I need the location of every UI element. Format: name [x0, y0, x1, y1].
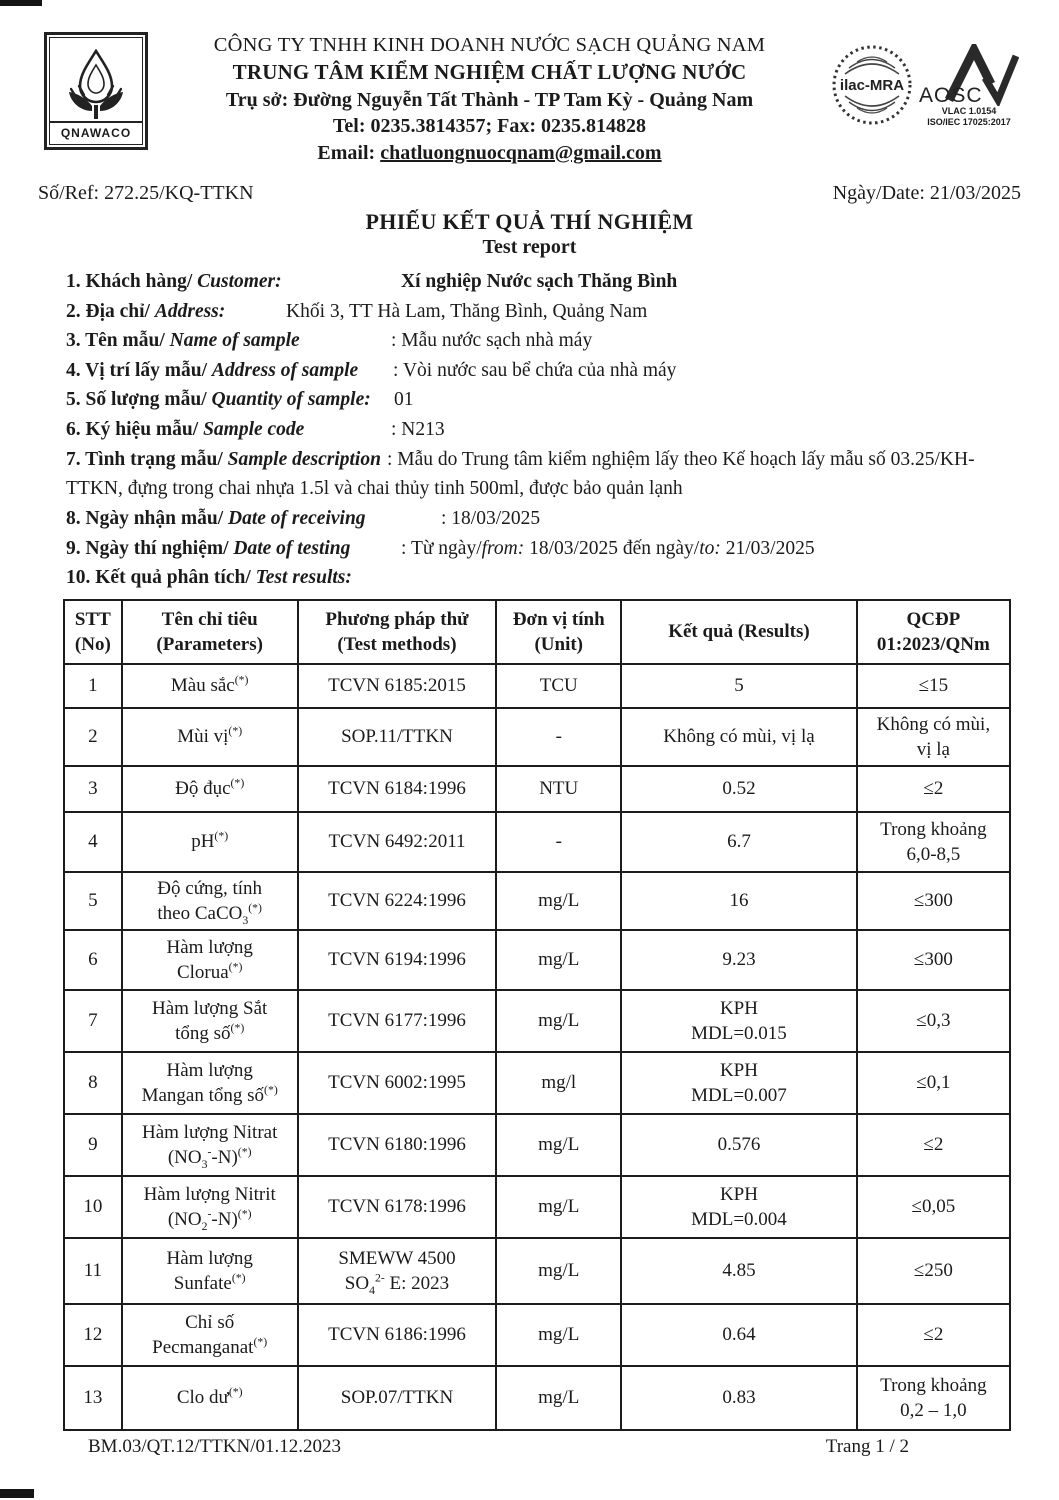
table-row	[64, 872, 1010, 930]
info-label-vi: 1. Khách hàng/	[66, 270, 193, 292]
scan-artifact	[0, 0, 42, 6]
cell-limit: ≤300	[857, 872, 1010, 930]
cell-no: 10	[64, 1176, 122, 1238]
cell-result: KPH MDL=0.004	[621, 1176, 857, 1238]
table-row	[64, 1304, 1010, 1366]
document-date: Ngày/Date: 21/03/2025	[832, 181, 1021, 204]
cell-unit: TCU	[496, 664, 621, 708]
cell-method: TCVN 6224:1996	[298, 872, 497, 930]
info-sample-code	[66, 415, 1021, 445]
page-footer	[38, 1436, 1021, 1458]
cell-unit: mg/L	[496, 1366, 621, 1430]
document-header	[38, 32, 1021, 166]
cell-unit: -	[496, 708, 621, 766]
cell-limit: ≤2	[857, 1114, 1010, 1176]
cell-no: 11	[64, 1238, 122, 1304]
cell-parameter: Màu sắc(*)	[122, 664, 298, 708]
cell-limit: ≤300	[857, 930, 1010, 990]
qnawaco-logo-text: QNAWACO	[50, 121, 142, 144]
col-header-limit: QCĐP 01:2023/QNm	[857, 600, 1010, 664]
info-date-receiving	[66, 504, 1021, 534]
info-address	[66, 297, 1021, 327]
cell-no: 3	[64, 766, 122, 812]
info-value: : N213	[391, 419, 445, 441]
col-header-unit: Đơn vị tính (Unit)	[496, 600, 621, 664]
info-value: : Từ ngày/from: 18/03/2025 đến ngày/to: 21/03/2025	[401, 537, 815, 559]
cell-no: 8	[64, 1052, 122, 1114]
table-row	[64, 1238, 1010, 1304]
cell-no: 12	[64, 1304, 122, 1366]
cell-method: TCVN 6002:1995	[298, 1052, 497, 1114]
cell-parameter: Mùi vị(*)	[122, 708, 298, 766]
cell-result: Không có mùi, vị lạ	[621, 708, 857, 766]
info-label-vi: 5. Số lượng mẫu/	[66, 389, 207, 411]
aosc-text: AOSC	[919, 84, 983, 106]
tel-fax-line: Tel: 0235.3814357; Fax: 0235.814828	[332, 115, 647, 138]
cell-method: TCVN 6177:1996	[298, 990, 497, 1052]
col-header-result: Kết quả (Results)	[621, 600, 857, 664]
qnawaco-logo	[44, 32, 148, 150]
ref-date-row	[38, 182, 1021, 205]
info-value: : Mẫu do Trung tâm kiểm nghiệm lấy theo Kế hoạch lấy mẫu số 03.25/KH-TTKN, đựng trong chai nhựa 1.5l và chai thủy tinh 500ml, được bảo quản lạnh	[66, 448, 975, 500]
cell-limit: ≤0,05	[857, 1176, 1010, 1238]
cell-limit: ≤250	[857, 1238, 1010, 1304]
cell-no: 6	[64, 930, 122, 990]
cell-result: 0.576	[621, 1114, 857, 1176]
aosc-iso-code: ISO/IEC 17025:2017	[927, 117, 1011, 128]
info-label-en: Address:	[154, 300, 226, 322]
cell-result: 4.85	[621, 1238, 857, 1304]
info-label-en: Test results:	[255, 567, 352, 589]
head-office-address: Trụ sở: Đường Nguyễn Tất Thành - TP Tam Kỳ - Quảng Nam	[225, 88, 754, 111]
email-label: Email:	[317, 141, 376, 164]
cell-result: KPH MDL=0.015	[621, 990, 857, 1052]
info-label-en: Sample code	[203, 419, 305, 441]
cell-unit: mg/L	[496, 930, 621, 990]
cell-method: TCVN 6178:1996	[298, 1176, 497, 1238]
cell-limit: ≤0,1	[857, 1052, 1010, 1114]
table-row	[64, 990, 1010, 1052]
cell-unit: mg/L	[496, 1238, 621, 1304]
cell-parameter: pH(*)	[122, 812, 298, 872]
info-label-vi: 3. Tên mẫu/	[66, 330, 165, 352]
aosc-logo	[919, 44, 1019, 129]
cell-result: 9.23	[621, 930, 857, 990]
cell-parameter: Hàm lượng Mangan tổng số(*)	[122, 1052, 298, 1114]
cell-result: 6.7	[621, 812, 857, 872]
cell-method: SOP.07/TTKN	[298, 1366, 497, 1430]
document-ref: Số/Ref: 272.25/KQ-TTKN	[38, 181, 254, 204]
page-number: Trang 1 / 2	[825, 1435, 909, 1457]
cell-no: 13	[64, 1366, 122, 1430]
cell-method: TCVN 6180:1996	[298, 1114, 497, 1176]
info-value: 01	[394, 389, 414, 411]
results-table	[63, 599, 1011, 1431]
cell-parameter: Hàm lượng Nitrit $(NO_2^--N)^{(*)}$	[122, 1176, 298, 1238]
cell-unit: NTU	[496, 766, 621, 812]
col-header-parameter: Tên chỉ tiêu (Parameters)	[122, 600, 298, 664]
info-quantity	[66, 385, 1021, 415]
info-label-vi: 2. Địa chỉ/	[66, 300, 150, 322]
cell-result: KPH MDL=0.007	[621, 1052, 857, 1114]
info-value: : 18/03/2025	[441, 507, 541, 529]
cell-parameter: Độ đục(*)	[122, 766, 298, 812]
cell-method: TCVN 6185:2015	[298, 664, 497, 708]
cell-parameter: Chỉ số Pecmanganat(*)	[122, 1304, 298, 1366]
cell-limit: ≤2	[857, 766, 1010, 812]
table-header-row	[64, 600, 1010, 664]
sample-info-list	[38, 267, 1021, 593]
cell-limit: ≤0,3	[857, 990, 1010, 1052]
cell-unit: mg/l	[496, 1052, 621, 1114]
table-row	[64, 664, 1010, 708]
cell-method: TCVN 6186:1996	[298, 1304, 497, 1366]
cell-limit: Trong khoảng 0,2 – 1,0	[857, 1366, 1010, 1430]
table-row	[64, 1176, 1010, 1238]
table-row	[64, 766, 1010, 812]
cell-unit: mg/L	[496, 1114, 621, 1176]
aosc-vlac-code: VLAC 1.0154	[941, 106, 997, 116]
cell-result: 5	[621, 664, 857, 708]
info-date-testing	[66, 534, 1021, 564]
cell-parameter: Hàm lượng Nitrat $(NO_3^--N)^{(*)}$	[122, 1114, 298, 1176]
info-value: Khối 3, TT Hà Lam, Thăng Bình, Quảng Nam	[286, 300, 648, 322]
table-row	[64, 708, 1010, 766]
cell-no: 7	[64, 990, 122, 1052]
center-name: TRUNG TÂM KIỂM NGHIỆM CHẤT LƯỢNG NƯỚC	[232, 60, 747, 85]
info-label-en: Name of sample	[169, 330, 300, 352]
accreditation-logos	[831, 32, 1021, 129]
col-header-no: STT (No)	[64, 600, 122, 664]
cell-result: 0.52	[621, 766, 857, 812]
info-value: : Vòi nước sau bể chứa của nhà máy	[393, 359, 677, 381]
info-label-vi: 9. Ngày thí nghiệm/	[66, 537, 229, 559]
info-label-vi: 7. Tình trạng mẫu/	[66, 448, 223, 470]
info-label-en: Date of testing	[233, 537, 351, 559]
page-subtitle: Test report	[482, 235, 577, 258]
cell-parameter: Độ cứng, tính theo CaCO$_3$(*)	[122, 872, 298, 930]
info-sample-address	[66, 356, 1021, 386]
scan-artifact	[0, 1489, 34, 1498]
ilac-mra-text: ilac-MRA	[839, 77, 905, 94]
col-header-method: Phương pháp thử (Test methods)	[298, 600, 497, 664]
table-row	[64, 1114, 1010, 1176]
table-row	[64, 930, 1010, 990]
ilac-mra-seal-icon	[831, 44, 913, 126]
cell-unit: -	[496, 812, 621, 872]
cell-method: SOP.11/TTKN	[298, 708, 497, 766]
cell-no: 5	[64, 872, 122, 930]
info-label-en: Date of receiving	[228, 507, 366, 529]
cell-unit: mg/L	[496, 1304, 621, 1366]
water-drop-hands-icon	[59, 45, 133, 121]
cell-limit: ≤15	[857, 664, 1010, 708]
info-value: : Mẫu nước sạch nhà máy	[391, 330, 593, 352]
cell-no: 2	[64, 708, 122, 766]
cell-unit: mg/L	[496, 1176, 621, 1238]
page-title: PHIẾU KẾT QUẢ THÍ NGHIỆM	[365, 208, 694, 234]
info-sample-name	[66, 326, 1021, 356]
table-row	[64, 1366, 1010, 1430]
cell-no: 1	[64, 664, 122, 708]
cell-method: TCVN 6492:2011	[298, 812, 497, 872]
table-row	[64, 812, 1010, 872]
email-line	[152, 140, 827, 166]
form-code: BM.03/QT.12/TTKN/01.12.2023	[88, 1435, 341, 1457]
cell-no: 9	[64, 1114, 122, 1176]
aosc-triangle-icon	[919, 44, 1019, 106]
cell-method: SMEWW 4500 $SO_4^{2-}$ E: 2023	[298, 1238, 497, 1304]
cell-unit: mg/L	[496, 872, 621, 930]
info-test-results-heading	[66, 563, 1021, 593]
info-label-vi: 10. Kết quả phân tích/	[66, 567, 251, 589]
table-row	[64, 1052, 1010, 1114]
cell-limit: ≤2	[857, 1304, 1010, 1366]
info-label-en: Quantity of sample:	[211, 389, 371, 411]
cell-parameter: Clo dư(*)	[122, 1366, 298, 1430]
cell-method: TCVN 6194:1996	[298, 930, 497, 990]
info-label-vi: 6. Ký hiệu mẫu/	[66, 419, 199, 441]
cell-limit: Trong khoảng 6,0-8,5	[857, 812, 1010, 872]
cell-limit: Không có mùi, vị lạ	[857, 708, 1010, 766]
cell-parameter: Hàm lượng Clorua(*)	[122, 930, 298, 990]
info-customer	[66, 267, 1021, 297]
info-label-vi: 8. Ngày nhận mẫu/	[66, 507, 224, 529]
cell-method: TCVN 6184:1996	[298, 766, 497, 812]
cell-parameter: Hàm lượng Sunfate(*)	[122, 1238, 298, 1304]
cell-result: 0.64	[621, 1304, 857, 1366]
info-label-vi: 4. Vị trí lấy mẫu/	[66, 359, 208, 381]
cell-result: 16	[621, 872, 857, 930]
email-address: chatluongnuocqnam@gmail.com	[380, 141, 662, 164]
info-label-en: Sample description	[227, 448, 381, 470]
cell-result: 0.83	[621, 1366, 857, 1430]
cell-no: 4	[64, 812, 122, 872]
header-text-block	[148, 32, 831, 166]
info-sample-description	[66, 445, 1021, 504]
cell-unit: mg/L	[496, 990, 621, 1052]
info-label-en: Customer:	[197, 270, 282, 292]
company-name: CÔNG TY TNHH KINH DOANH NƯỚC SẠCH QUẢNG NAM	[213, 34, 766, 56]
cell-parameter: Hàm lượng Sắt tổng số(*)	[122, 990, 298, 1052]
info-value: Xí nghiệp Nước sạch Thăng Bình	[401, 270, 678, 292]
info-label-en: Address of sample	[211, 359, 359, 381]
